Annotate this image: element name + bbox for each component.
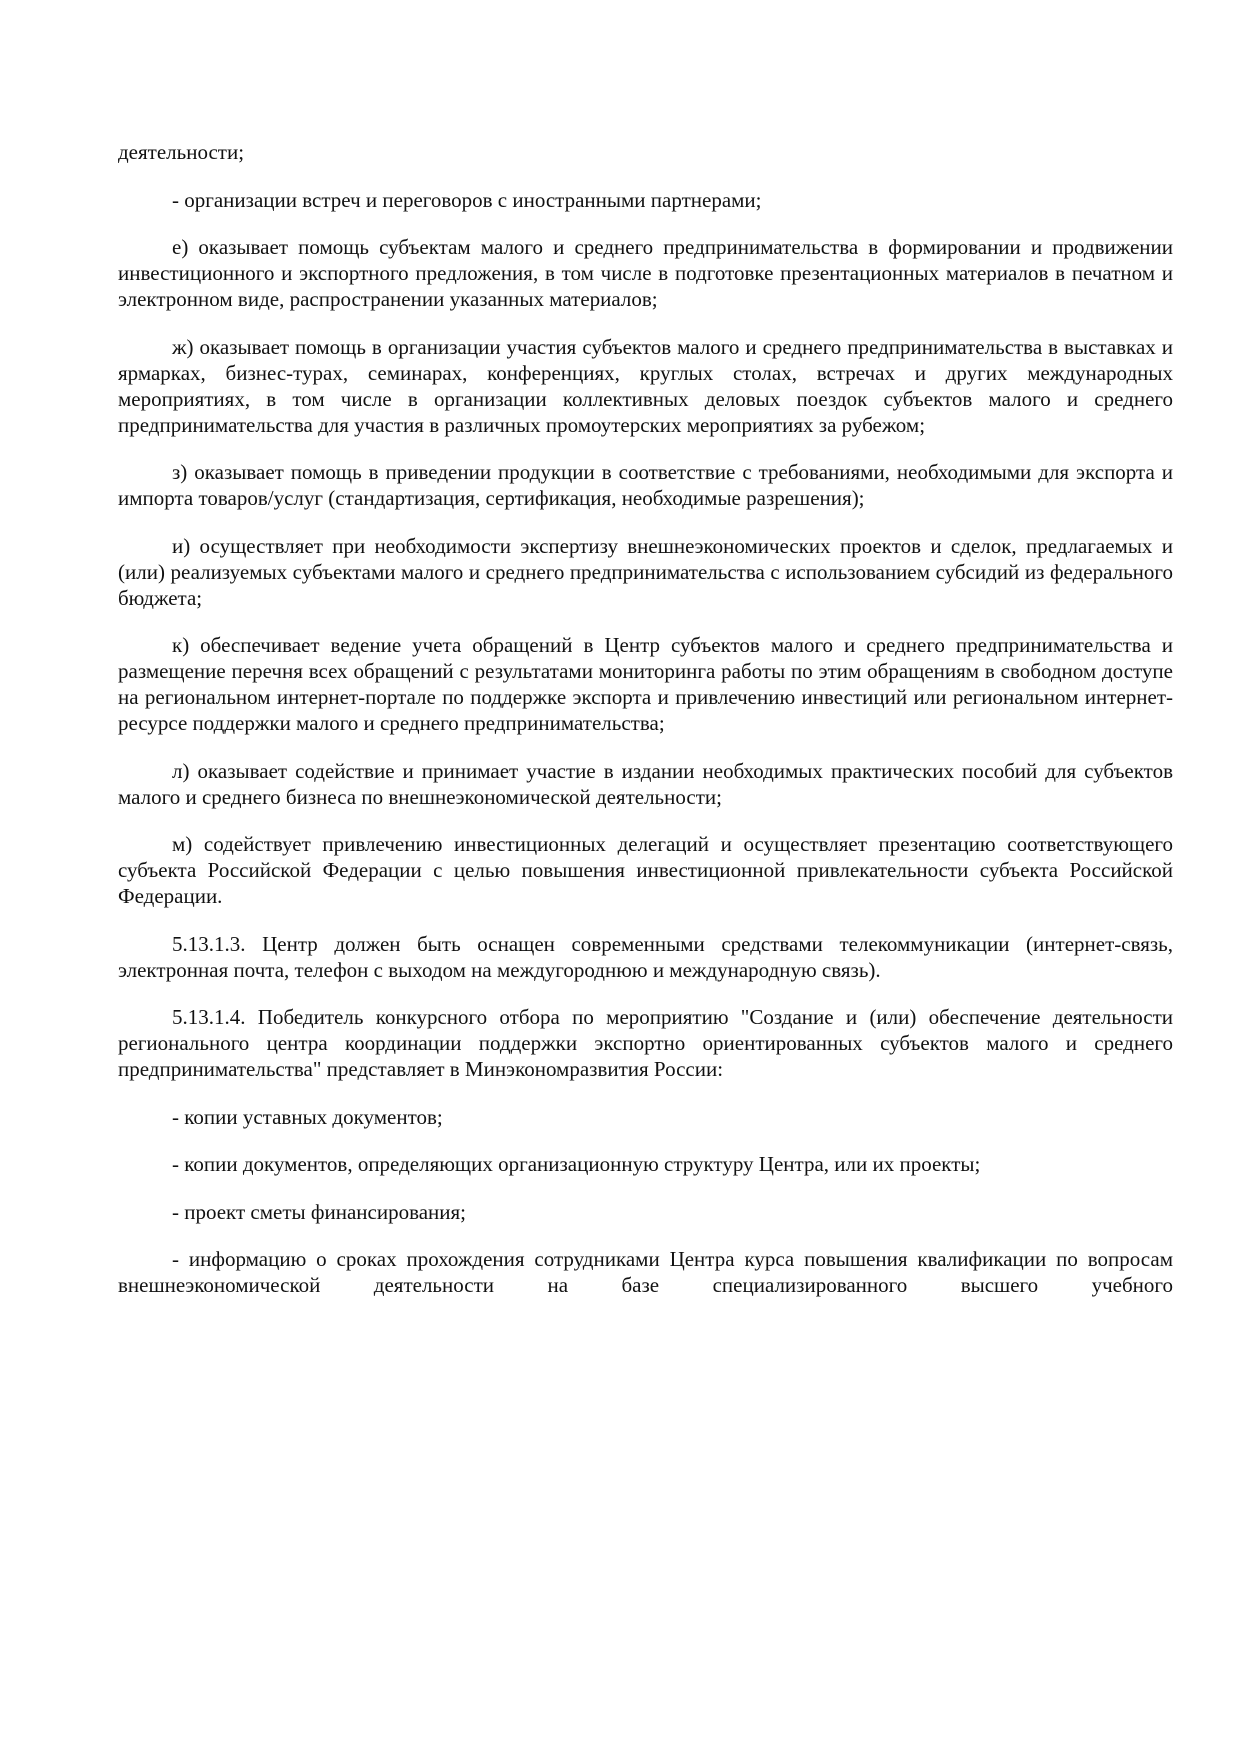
list-item: - проект сметы финансирования; — [172, 1199, 467, 1224]
list-item: - информацию о сроках прохождения сотрудниками Центра курса повышения квалификации по вопросам внешнеэкономической деятельности на базе специализированного высшего учебного — [118, 1247, 1173, 1297]
paragraph-m: м) содействует привлечению инвестиционных делегаций и осуществляет презентацию соответствующего субъекта Российской Федерации с целью повышения инвестиционной привлекательности субъекта Российской Федерации. — [118, 832, 1173, 908]
paragraph-continuation: деятельности; — [118, 140, 245, 164]
paragraph-z: з) оказывает помощь в приведении продукции в соответствие с требованиями, необходимыми для экспорта и импорта товаров/услуг (стандартизация, сертификация, необходимые разрешения); — [118, 460, 1173, 510]
list-item: - организации встреч и переговоров с иностранными партнерами; — [172, 187, 762, 212]
paragraph-zh: ж) оказывает помощь в организации участия субъектов малого и среднего предпринимательства в выставках и ярмарках, бизнес-турах, семинарах, конференциях, круглых столах, встречах и других международных мероприятиях, в том числе в организации коллективных деловых поездок субъектов малого и среднего предпринимательства для участия в различных промоутерских мероприятиях за рубежом; — [118, 334, 1173, 437]
list-item: - копии уставных документов; — [172, 1104, 443, 1129]
paragraph-i: и) осуществляет при необходимости экспертизу внешнеэкономических проектов и сделок, предлагаемых и (или) реализуемых субъектами малого и среднего предпринимательства с использованием субсидий из федерального бюджета; — [118, 533, 1173, 610]
paragraph-e: е) оказывает помощь субъектам малого и среднего предпринимательства в формировании и продвижении инвестиционного и экспортного предложения, в том числе в подготовке презентационных материалов в печатном и электронном виде, распространении указанных материалов; — [118, 235, 1173, 311]
list-item: - копии документов, определяющих организационную структуру Центра, или их проекты; — [172, 1152, 981, 1176]
paragraph-l: л) оказывает содействие и принимает участие в издании необходимых практических пособий для субъектов малого и среднего бизнеса по внешнеэкономической деятельности; — [118, 758, 1173, 809]
paragraph-k: к) обеспечивает ведение учета обращений в Центр субъектов малого и среднего предпринимательства и размещение перечня всех обращений с результатами мониторинга работы по этим обращениям в свободном доступе на региональном интернет-портале по поддержке экспорта и привлечению инвестиций или региональном интернет-ресурсе поддержки малого и среднего предпринимательства; — [118, 633, 1173, 735]
clause-5-13-1-3: 5.13.1.3. Центр должен быть оснащен современными средствами телекоммуникации (интернет-связь, электронная почта, телефон с выходом на междугороднюю и международную связь). — [118, 931, 1173, 982]
clause-5-13-1-4: 5.13.1.4. Победитель конкурсного отбора по мероприятию "Создание и (или) обеспечение деятельности регионального центра координации поддержки экспортно ориентированных субъектов малого и среднего предпринимательства" представляет в Минэкономразвития России: — [118, 1005, 1173, 1081]
document-page — [118, 139, 1173, 1320]
